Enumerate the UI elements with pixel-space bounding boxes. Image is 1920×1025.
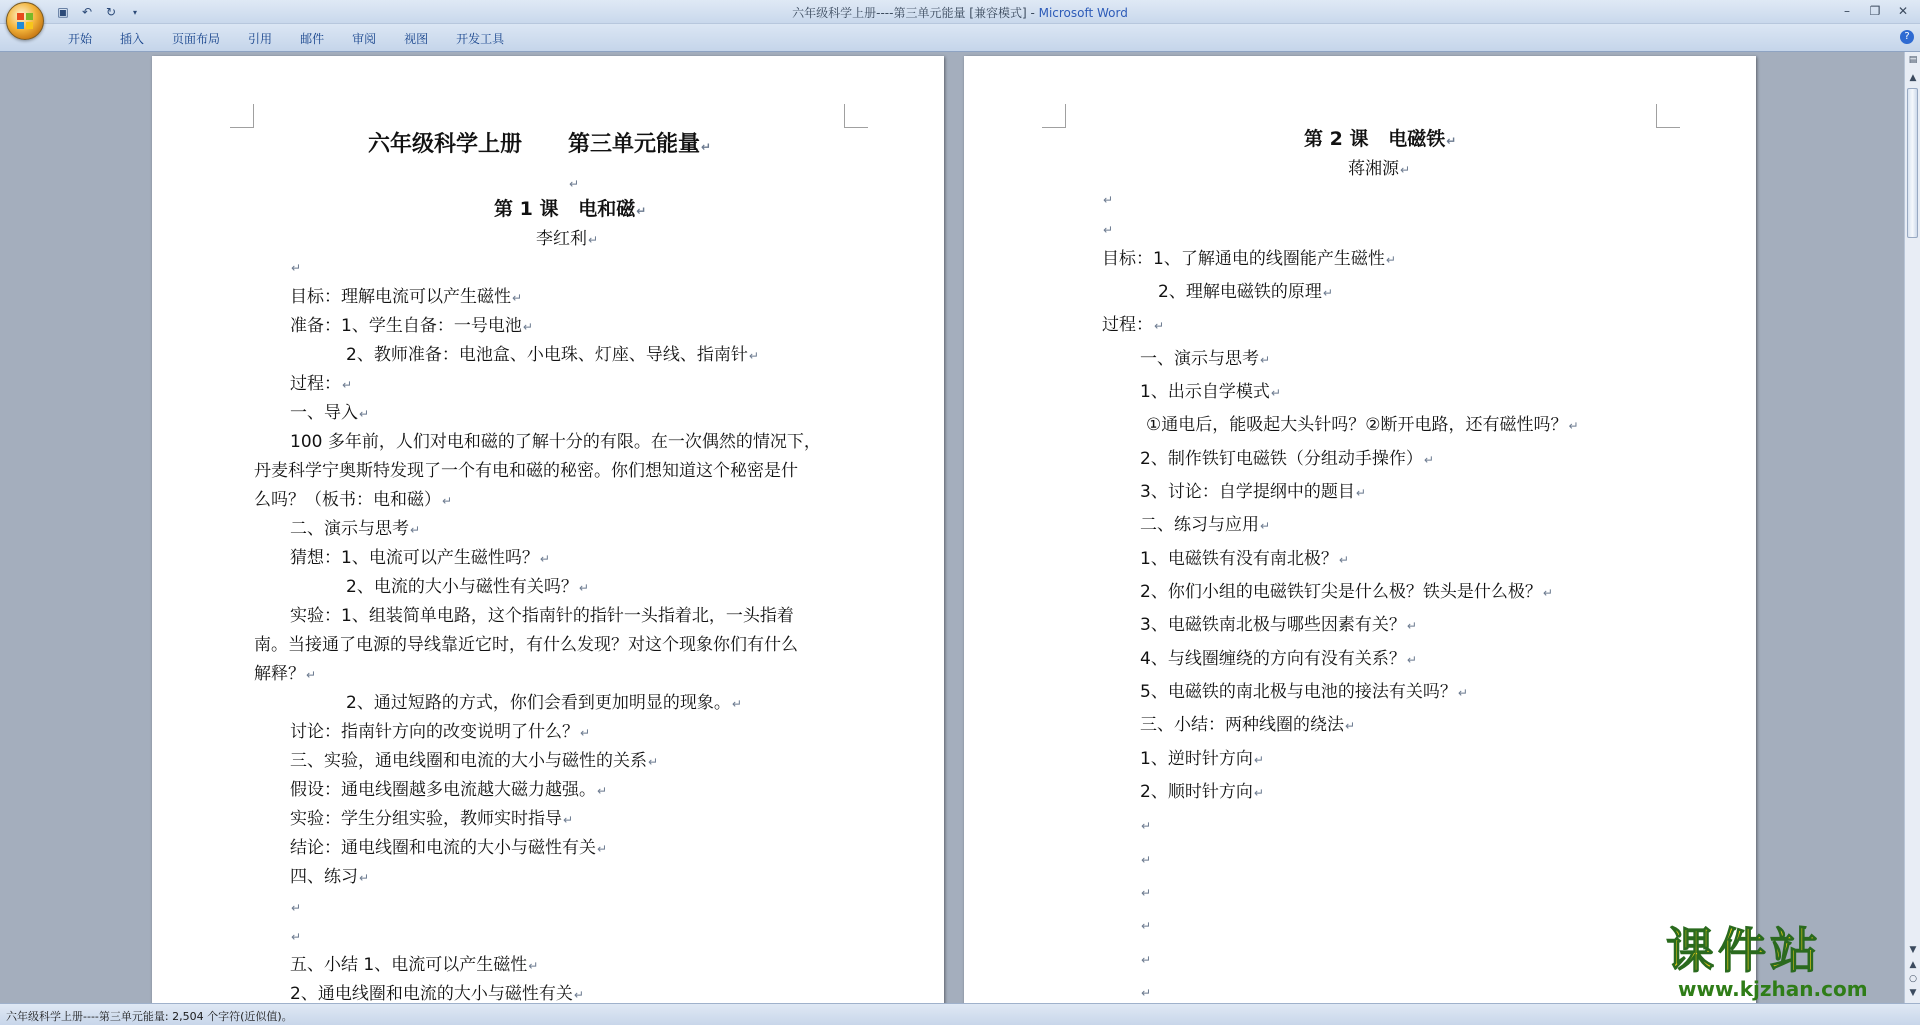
scrollbar-thumb[interactable] <box>1907 88 1918 238</box>
tab-review[interactable]: 审阅 <box>352 32 377 46</box>
empty-paragraph: ↵ <box>1141 853 1152 867</box>
text-line: 2、你们小组的电磁铁钉尖是什么极？铁头是什么极？↵ <box>1140 582 1553 602</box>
tab-view[interactable]: 视图 <box>404 32 429 46</box>
text-line: 2、通过短路的方式，你们会看到更加明显的现象。↵ <box>346 693 742 713</box>
empty-paragraph: ↵ <box>1141 819 1152 833</box>
text-line: 准备：1、学生自备：一号电池↵ <box>290 316 533 336</box>
text-line: 1、逆时针方向↵ <box>1140 749 1264 769</box>
next-page-icon[interactable]: ▼ <box>1909 988 1917 998</box>
tab-home[interactable]: 开始 <box>68 32 93 46</box>
empty-paragraph: ↵ <box>1103 193 1114 207</box>
text-line: 2、制作铁钉电磁铁（分组动手操作）↵ <box>1140 449 1434 469</box>
save-icon[interactable]: ▣ <box>57 5 69 19</box>
window-title: 六年级科学上册----第三单元能量 [兼容模式] - Microsoft Word <box>792 6 1128 20</box>
text-line: 5、电磁铁的南北极与电池的接法有关吗？↵ <box>1140 682 1468 702</box>
empty-paragraph: ↵ <box>1141 953 1152 967</box>
lesson-2-author: 蒋湘源↵ <box>1348 159 1411 179</box>
site-watermark <box>1666 923 1898 1003</box>
text-line: 2、电流的大小与磁性有关吗？↵ <box>346 577 589 597</box>
text-line: 2、理解电磁铁的原理↵ <box>1158 282 1333 302</box>
empty-paragraph: ↵ <box>1141 886 1152 900</box>
text-line: 2、顺时针方向↵ <box>1140 782 1264 802</box>
text-line: 五、小结 1、电流可以产生磁性↵ <box>290 955 539 975</box>
previous-page-icon[interactable]: ▲ <box>1909 960 1917 970</box>
text-line: 目标：理解电流可以产生磁性↵ <box>290 287 523 307</box>
window-controls <box>1834 2 1916 20</box>
text-line: 实验：学生分组实验，教师实时指导↵ <box>290 809 574 829</box>
text-line: 么吗？（板书：电和磁）↵ <box>254 490 453 510</box>
text-line: 讨论：指南针方向的改变说明了什么？↵ <box>290 722 591 742</box>
lesson-2-heading: 第 2 课 电磁铁↵ <box>1304 128 1457 150</box>
text-line: 100 多年前，人们对电和磁的了解十分的有限。在一次偶然的情况下， <box>290 432 821 452</box>
tab-insert[interactable]: 插入 <box>120 32 145 46</box>
maximize-icon[interactable]: ❐ <box>1869 4 1881 18</box>
text-line: 二、练习与应用↵ <box>1140 515 1271 535</box>
text-line: 三、实验，通电线圈和电流的大小与磁性的关系↵ <box>290 751 659 771</box>
text-line: ①通电后，能吸起大头针吗？②断开电路，还有磁性吗？↵ <box>1146 415 1579 435</box>
empty-paragraph: ↵ <box>1103 223 1114 237</box>
empty-paragraph: ↵ <box>1141 919 1152 933</box>
help-icon[interactable]: ? <box>1900 30 1914 44</box>
page-left[interactable] <box>152 56 944 1003</box>
crop-mark-top-right <box>1656 104 1680 128</box>
text-line: 结论：通电线圈和电流的大小与磁性有关↵ <box>290 838 608 858</box>
customize-qat-icon[interactable]: ▾ <box>132 7 137 17</box>
empty-paragraph: ↵ <box>291 261 302 275</box>
text-line: 南。当接通了电源的导线靠近它时，有什么发现？对这个现象你们有什么 <box>254 635 798 655</box>
text-line: 2、教师准备：电池盒、小电珠、灯座、导线、指南针↵ <box>346 345 759 365</box>
word-count-status[interactable]: 六年级科学上册----第三单元能量: 2,504 个字符(近似值)。 <box>6 1010 293 1023</box>
text-line: 一、演示与思考↵ <box>1140 349 1271 369</box>
undo-icon[interactable]: ↶ <box>81 5 93 19</box>
text-line: 4、与线圈缠绕的方向有没有关系？↵ <box>1140 649 1417 669</box>
text-line: 1、出示自学模式↵ <box>1140 382 1281 402</box>
ruler-toggle-icon[interactable]: ▤ <box>1908 55 1918 65</box>
text-line: 过程：↵ <box>290 374 353 394</box>
text-line: 2、通电线圈和电流的大小与磁性有关↵ <box>290 984 584 1003</box>
select-browse-object-icon[interactable]: ○ <box>1909 974 1917 984</box>
text-line: 3、讨论：自学提纲中的题目↵ <box>1140 482 1366 502</box>
text-line: 过程：↵ <box>1102 315 1165 335</box>
empty-paragraph: ↵ <box>291 901 302 915</box>
text-line: 四、练习↵ <box>290 867 370 887</box>
document-title: 六年级科学上册----第三单元能量 [兼容模式] <box>792 6 1027 20</box>
lesson-1-heading: 第 1 课 电和磁↵ <box>494 198 647 220</box>
tab-mailings[interactable]: 邮件 <box>300 32 325 46</box>
text-line: 一、导入↵ <box>290 403 370 423</box>
office-logo-icon <box>16 12 34 30</box>
close-icon[interactable]: ✕ <box>1897 4 1909 18</box>
text-line: 实验：1、组装简单电路，这个指南针的指针一头指着北，一头指着 <box>290 606 794 626</box>
office-button[interactable] <box>6 2 44 40</box>
title-bar <box>0 0 1920 24</box>
text-line: 二、演示与思考↵ <box>290 519 421 539</box>
scroll-down-icon[interactable]: ▼ <box>1909 945 1917 955</box>
app-name: Microsoft Word <box>1038 6 1128 20</box>
ribbon-tab-bar <box>0 24 1920 52</box>
text-line: 1、电磁铁有没有南北极？↵ <box>1140 549 1349 569</box>
page-right[interactable] <box>964 56 1756 1003</box>
text-line: 丹麦科学宁奥斯特发现了一个有电和磁的秘密。你们想知道这个秘密是什 <box>254 461 798 481</box>
empty-paragraph: ↵ <box>291 930 302 944</box>
tab-references[interactable]: 引用 <box>248 32 273 46</box>
text-line: 猜想：1、电流可以产生磁性吗？↵ <box>290 548 550 568</box>
watermark-url: www.kjzhan.com <box>1678 977 1868 1001</box>
ribbon-tabs <box>54 30 518 48</box>
redo-icon[interactable]: ↻ <box>105 5 117 19</box>
text-line: 解释？↵ <box>254 664 317 684</box>
lesson-1-author: 李红利↵ <box>536 229 599 249</box>
text-line: 假设：通电线圈越多电流越大磁力越强。↵ <box>290 780 608 800</box>
text-line: 三、小结：两种线圈的绕法↵ <box>1140 715 1356 735</box>
text-line: 目标：1、了解通电的线圈能产生磁性↵ <box>1102 249 1396 269</box>
watermark-name: 课件站 <box>1666 923 1823 979</box>
empty-paragraph: ↵ <box>569 177 580 191</box>
crop-mark-top-right <box>844 104 868 128</box>
text-line: 3、电磁铁南北极与哪些因素有关？↵ <box>1140 615 1417 635</box>
vertical-scrollbar[interactable] <box>1904 52 1920 1003</box>
scroll-up-icon[interactable]: ▲ <box>1909 73 1917 83</box>
status-bar <box>0 1003 1920 1025</box>
minimize-icon[interactable]: – <box>1844 4 1850 18</box>
empty-paragraph: ↵ <box>1141 986 1152 1000</box>
document-title-heading: 六年级科学上册 第三单元能量↵ <box>368 132 712 157</box>
tab-page-layout[interactable]: 页面布局 <box>172 32 221 46</box>
crop-mark-top-left <box>1042 104 1066 128</box>
crop-mark-top-left <box>230 104 254 128</box>
document-workspace <box>0 52 1904 1003</box>
tab-developer[interactable]: 开发工具 <box>456 32 505 46</box>
